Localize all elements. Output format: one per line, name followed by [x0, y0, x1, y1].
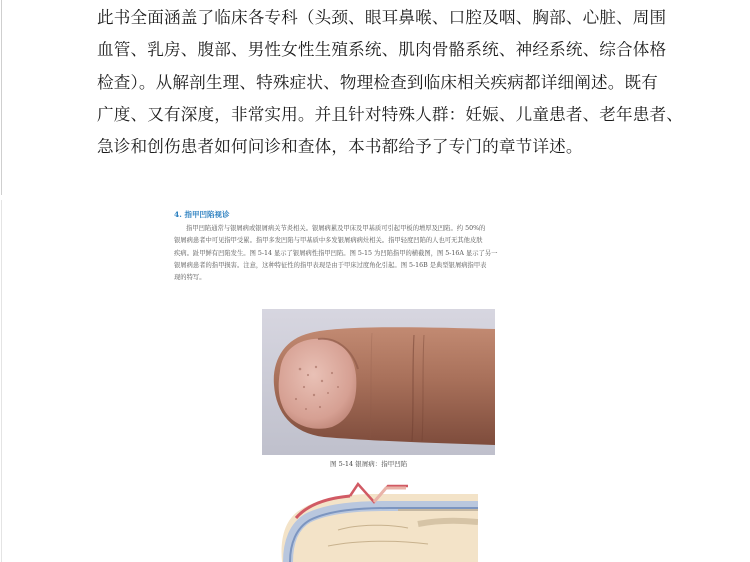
- paragraph-line: 银屑病患者中可见指甲受累。指甲多发凹陷与甲基质中多发银屑病病灶相关。指甲轻度凹陷的人也可无其他皮肤: [174, 237, 483, 245]
- paragraph-line: 银屑病患者的指甲损害。注意，这种特征性的指甲表现是由于甲床过度角化引起。图 5-16B 是典型银屑病指甲表: [174, 261, 487, 269]
- section-paragraph: [174, 223, 604, 284]
- nail-cross-section-diagram: [278, 480, 478, 562]
- book-description: [97, 2, 697, 163]
- figure-caption: 图 5-14 银屑病：指甲凹陷: [330, 460, 408, 468]
- section-heading: 4. 指甲凹陷视诊: [174, 210, 230, 219]
- description-line: 血管、乳房、腹部、男性女性生殖系统、肌肉骨骼系统、神经系统、综合体格: [97, 40, 667, 60]
- fingernail-photo: [262, 309, 495, 455]
- paragraph-line: 现的特写。: [174, 274, 206, 282]
- paragraph-line: 指甲凹陷通常与银屑病或银屑病关节炎相关。银屑病累及甲床及甲基质可引起甲板的增厚及凹陷。约 50%的: [186, 225, 486, 232]
- description-line: 广度、又有深度，非常实用。并且针对特殊人群：妊娠、儿童患者、老年患者、: [97, 104, 684, 124]
- description-line: 急诊和创伤患者如何问诊和查体，本书都给予了专门的章节详述。: [97, 137, 583, 157]
- page-left-border-lower: [1, 200, 2, 562]
- page-left-border: [1, 0, 2, 195]
- description-line: 检查）。从解剖生理、特殊症状、物理检查到临床相关疾病都详细阐述。既有: [97, 72, 658, 92]
- description-line: 此书全面涵盖了临床各专科（头颈、眼耳鼻喉、口腔及咽、胸部、心脏、周围: [97, 8, 667, 27]
- paragraph-line: 疾病。趾甲鲜有凹陷发生。图 5-14 显示了银屑病性指甲凹陷。图 5-15 为凹陷指甲的横截图，图 5-16A 显示了另一: [174, 249, 498, 257]
